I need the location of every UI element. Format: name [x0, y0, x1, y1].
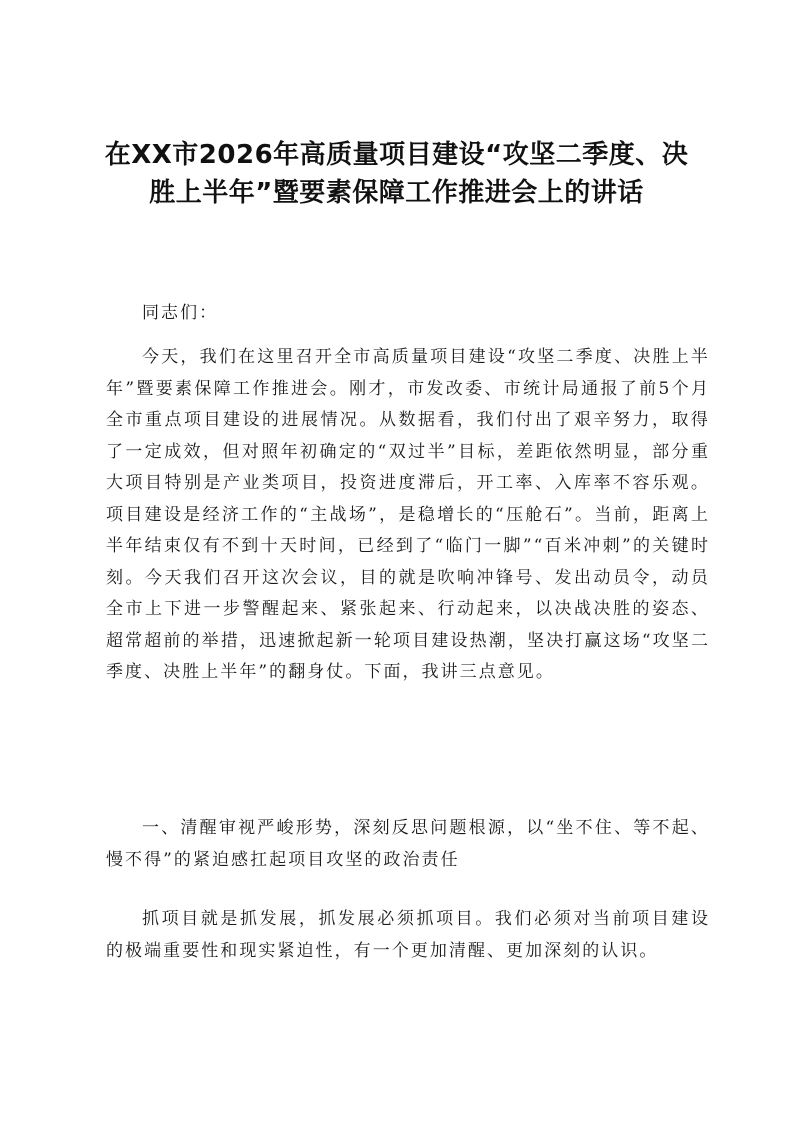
salutation: 同志们： — [142, 303, 219, 323]
section-body-paragraph: 抓项目就是抓发展，抓发展必须抓项目。我们必须对当前项目建设的极端重要性和现实紧迫性，有一个更加清醒、更加深刻的认识。 — [106, 909, 710, 961]
section-heading: 一、清醒审视严峻形势，深刻反思问题根源，以“坐不住、等不起、慢不得”的紧迫感扛起项目攻坚的政治责任 — [106, 818, 710, 870]
page-title: 在XX市2026年高质量项目建设“攻坚二季度、决胜上半年”暨要素保障工作推进会上的讲话 — [104, 140, 689, 208]
intro-paragraph: 今天，我们在这里召开全市高质量项目建设“攻坚二季度、决胜上半年”暨要素保障工作推进会。刚才，市发改委、市统计局通报了前5个月全市重点项目建设的进展情况。从数据看，我们付出了艰辛努力，取得了一定成效，但对照年初确定的“双过半”目标，差距依然明显，部分重大项目特别是产业类项目，投资进度滞后，开工率、入库率不容乐观。项目建设是经济工作的“主战场”，是稳增长的“压舱石”。当前，距离上半年结束仅有不到十天时间，已经到了“临门一脚”“百米冲刺”的关键时刻。今天我们召开这次会议，目的就是吹响冲锋号、发出动员令，动员全市上下进一步警醒起来、紧张起来、行动起来，以决战决胜的姿态、超常超前的举措，迅速掀起新一轮项目建设热潮，坚决打赢这场“攻坚二季度、决胜上半年”的翻身仗。下面，我讲三点意见。 — [106, 347, 710, 682]
